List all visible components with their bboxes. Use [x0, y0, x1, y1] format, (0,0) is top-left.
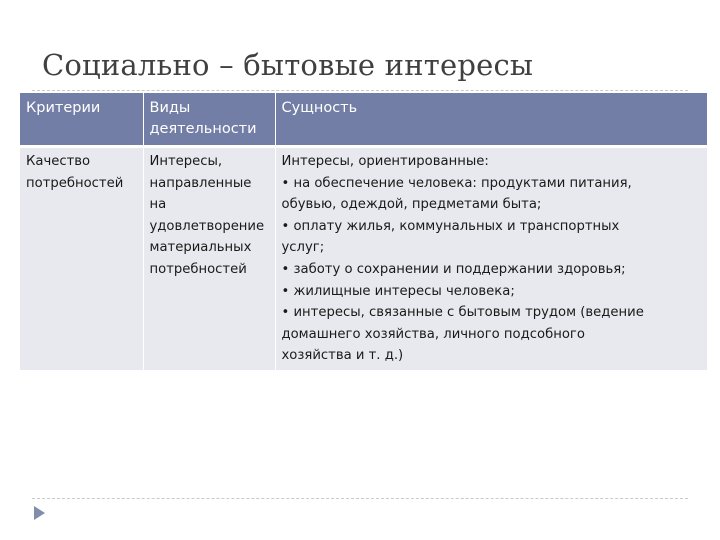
slide-bullet-icon — [34, 506, 45, 520]
content-table — [20, 93, 707, 370]
essence-line: обувью, одеждой, предметами быта; — [281, 197, 542, 213]
slide-title: Социально – бытовые интересы — [42, 48, 534, 82]
essence-line: домашнего хозяйства, личного подсобного — [281, 326, 585, 342]
header-essence: Сущность — [275, 93, 707, 147]
header-activity: Виды деятельности — [143, 93, 275, 147]
cell-essence — [275, 147, 707, 370]
cell-activity: Интересы, направленные на удовлетворение материальных потребностей — [143, 147, 275, 370]
essence-line: Интересы, ориентированные: — [281, 154, 489, 169]
title-divider — [32, 90, 688, 91]
essence-line: хозяйства и т. д.) — [281, 348, 404, 364]
table-row — [20, 147, 707, 370]
essence-line: • оплату жилья, коммунальных и транспортных — [281, 218, 620, 234]
essence-line: • жилищные интересы человека; — [281, 283, 515, 299]
cell-criteria: Качество потребностей — [20, 147, 143, 370]
essence-line: • интересы, связанные с бытовым трудом (ведение — [281, 305, 644, 321]
table-header-row — [20, 93, 707, 147]
footer-divider — [32, 498, 688, 499]
essence-line: • заботу о сохранении и поддержании здоровья; — [281, 261, 626, 277]
header-criteria: Критерии — [20, 93, 143, 147]
essence-line: • на обеспечение человека: продуктами питания, — [281, 175, 632, 191]
essence-line: услуг; — [281, 240, 325, 256]
